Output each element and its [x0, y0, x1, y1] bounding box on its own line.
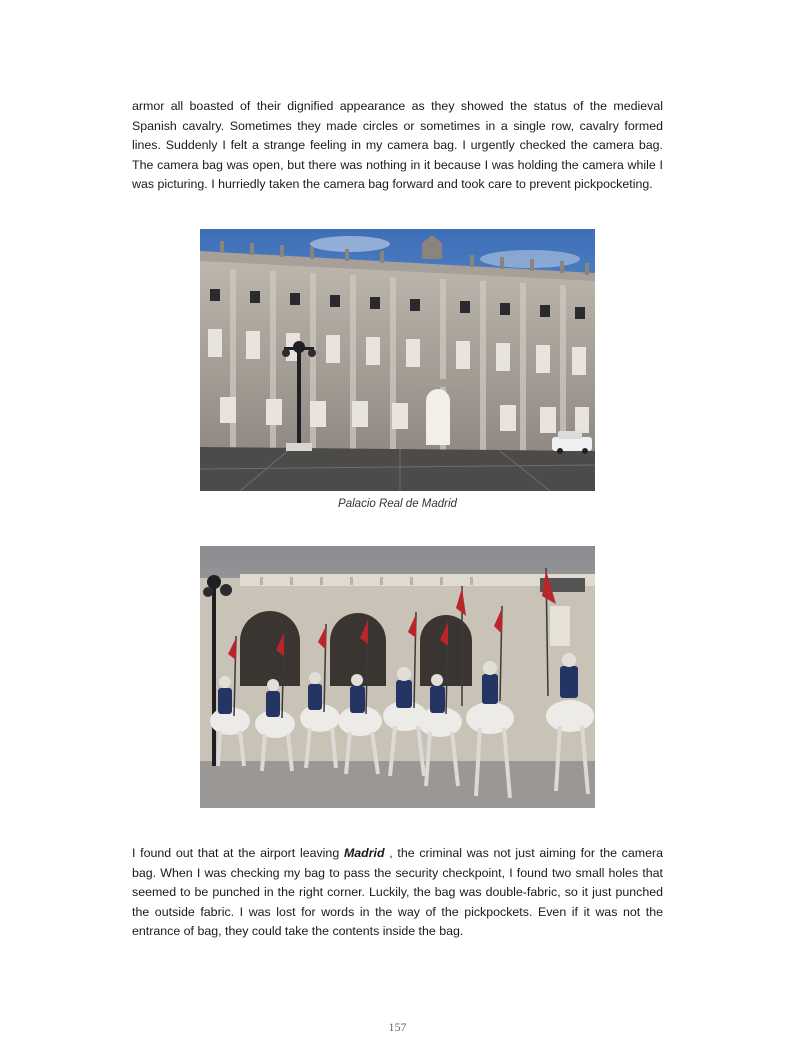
body-paragraph-2: [132, 844, 663, 942]
body-paragraph-1: armor all boasted of their dignified appearance as they showed the status of the medieval Spanish cavalry. Sometimes they made circles or sometimes in a single row, cavalry formed lines. Suddenly I felt a strange feeling in my camera bag. I urgently checked the camera bag. The camera bag was open, but there was nothing in it because I was holding the camera while I was picturing. I hurriedly taken the camera bag forward and took care to prevent pickpocketing.: [132, 99, 663, 192]
paragraph-text: I found out that at the airport leaving: [132, 846, 344, 860]
emphasized-city-name: Madrid: [343, 846, 385, 860]
royal-guard-cavalry-photo: [200, 546, 595, 808]
paragraph-text-continued: , the criminal was not just aiming for the camera bag. When I was checking my bag to pass the security checkpoint, I found two small holes that seemed to be punched in the right corner. Luckily, the bag was double-fabric, so it just punched the outside fabric. I was lost for words in the way of the pickpockets. Even if it was not the entrance of bag, they could take the contents inside the bag.: [132, 846, 664, 939]
palace-photo: [200, 229, 595, 491]
photo-caption: Palacio Real de Madrid: [338, 498, 457, 510]
page-number: 157: [388, 1020, 407, 1034]
